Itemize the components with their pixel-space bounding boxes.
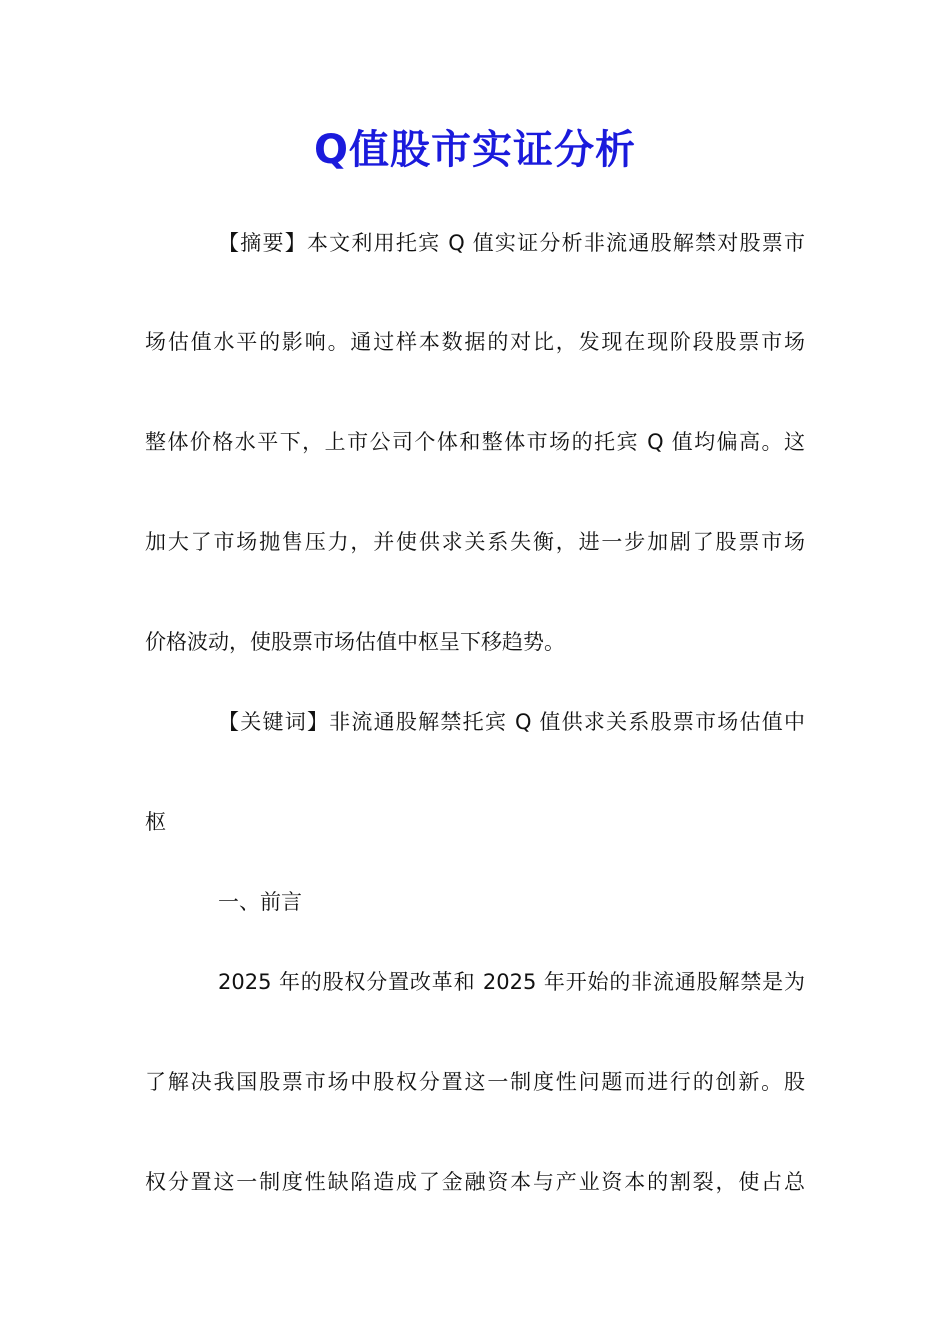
keywords-line-2: 枢	[145, 810, 166, 834]
body-line-3: 权分置这一制度性缺陷造成了金融资本与产业资本的割裂，使占总	[145, 1170, 805, 1194]
document-title: Q值股市实证分析	[313, 127, 636, 173]
abstract-line-4: 加大了市场抛售压力，并使供求关系失衡，进一步加剧了股票市场	[145, 530, 805, 554]
body-line-1: 2025 年的股权分置改革和 2025 年开始的非流通股解禁是为	[218, 970, 805, 994]
body-line-2: 了解决我国股票市场中股权分置这一制度性问题而进行的创新。股	[145, 1070, 805, 1094]
abstract-line-5: 价格波动，使股票市场估值中枢呈下移趋势。	[145, 630, 565, 654]
section-heading: 一、前言	[218, 890, 302, 914]
abstract-line-3: 整体价格水平下，上市公司个体和整体市场的托宾 Q 值均偏高。这	[145, 430, 805, 454]
keywords-line-1: 【关键词】非流通股解禁托宾 Q 值供求关系股票市场估值中	[218, 710, 805, 734]
abstract-line-2: 场估值水平的影响。通过样本数据的对比，发现在现阶段股票市场	[145, 330, 805, 354]
abstract-line-1: 【摘要】本文利用托宾 Q 值实证分析非流通股解禁对股票市	[218, 231, 805, 255]
